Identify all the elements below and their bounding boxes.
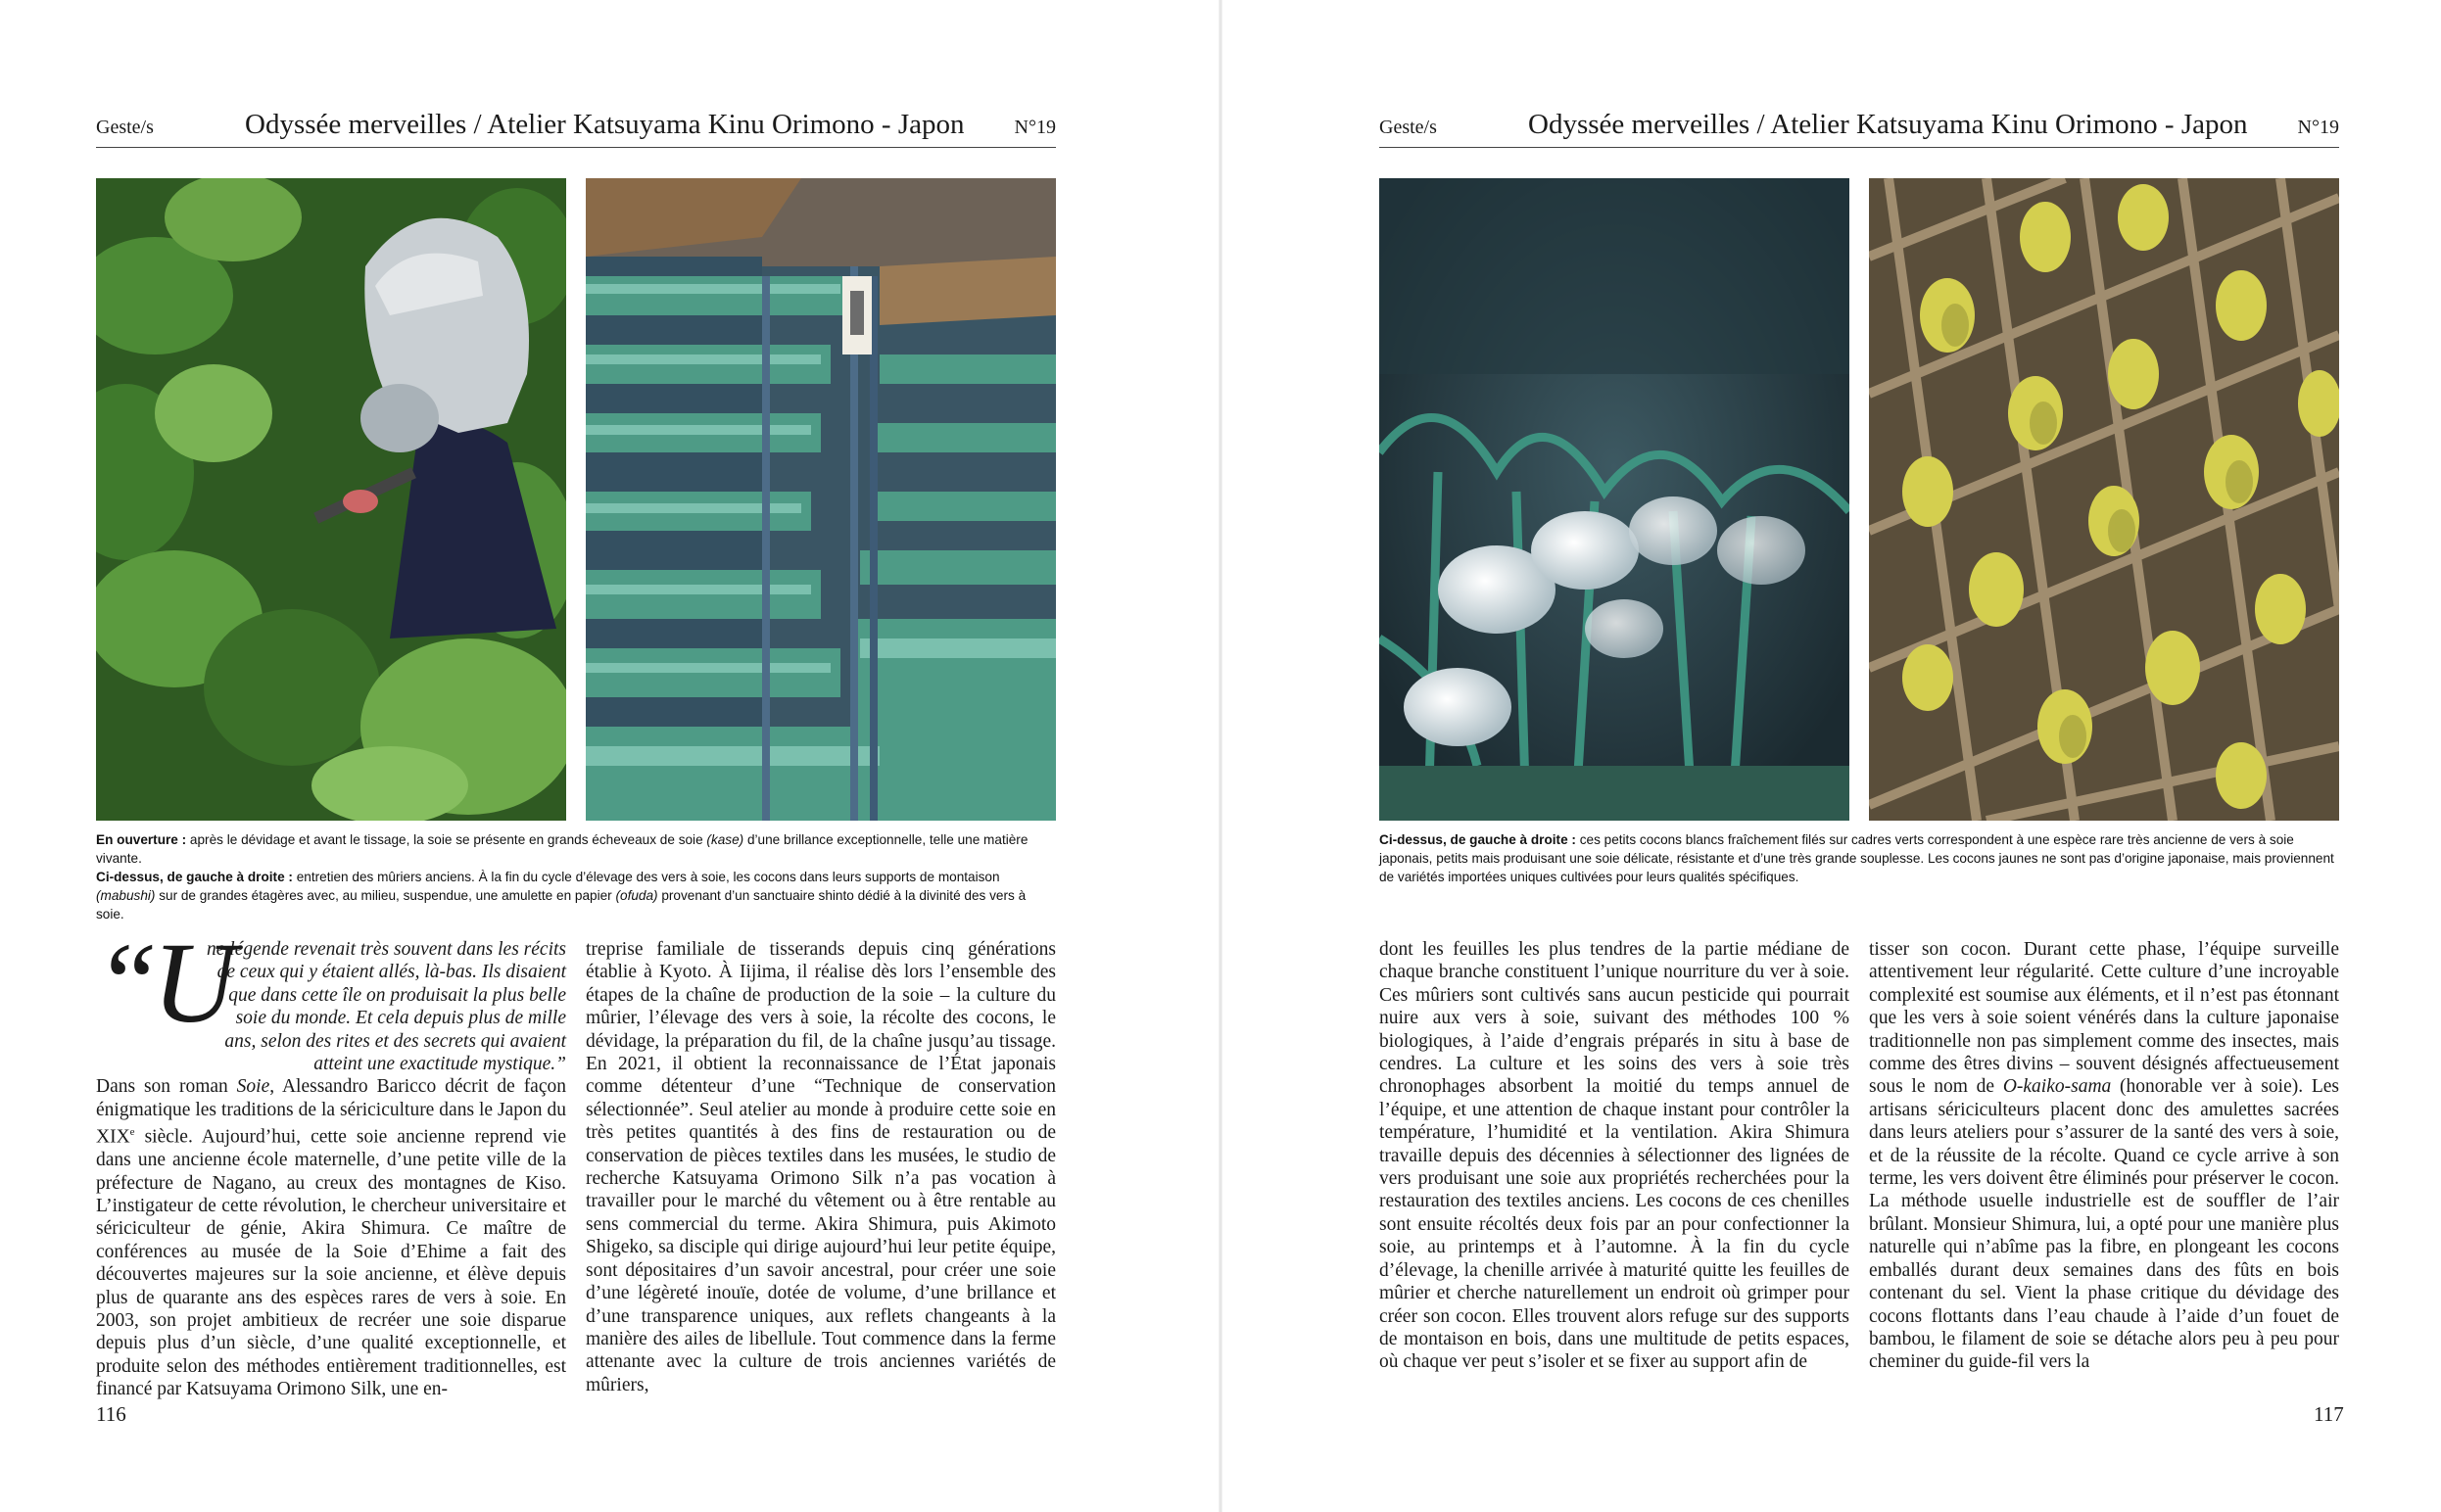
body-column-1 <box>94 919 566 1401</box>
issue-number: N°19 <box>2297 117 2339 138</box>
caption-term: (ofuda) <box>615 888 658 903</box>
issue-number: N°19 <box>1014 117 1056 138</box>
body-paragraph: tisser son cocon. Durant cette phase, l’équipe surveille attentivement leur régularité. Cette culture d’une incroyable complexité est soumise aux éléments, et il n’est pas étonnant que les vers à soie soient vénérés dans la culture japonaise traditionnelle non pas simplement comme des insectes, mais comme des êtres divins – souvent désignés affectueusement sous le nom de O-kaiko-sama (honorable ver à soie). Les artisans sériciculteurs placent donc des amulettes sacrées dans leurs ateliers pour s’assurer de la santé des vers à soie, et de la réussite de la récolte. Quand ce cycle arrive à son terme, les vers doivent être éliminés pour préserver le cocon. La méthode usuelle industrielle est de souffler de l’air brûlant. Monsieur Shimura, lui, a opté pour une manière plus naturelle qui n’abîme pas la fibre, en plongeant les cocons emballés durant deux semaines dans des fûts en bois contenant du sel. Vient la phase critique du dévidage des cocons flottants dans l’eau chaude à l’aide d’un fouet de bambou, le filament de soie se détache alors peu à peu pour cheminer du guide-fil vers la <box>1869 939 2339 1373</box>
caption-text: provenant d’un sanctuaire shinto dédié à la divinité des vers à soie. <box>96 888 1027 921</box>
body-paragraph: Dans son roman Soie, Alessandro Baricco décrit de façon énigmatique les traditions de la sériciculture dans le Japon du XIXe siècle. Aujourd’hui, cette soie ancienne reprend vie dans une ancienne école maternelle, d’une petite ville de la préfecture de Nagano, au creux des montagnes de Kiso. L’instigateur de cette révolution, le chercheur universitaire et sériciculteur de génie, Akira Shimura. Ce maître de conférences au musée de la Soie d’Ehime a fait des découvertes majeures sur la soie ancienne, et élève depuis plus de quarante ans des espèces rares de vers à soie. En 2003, son projet ambitieux de recréer une soie disparue depuis plus d’un siècle, d’une qualité exceptionnelle, et produite selon des méthodes entièrement traditionnelles, est financé par Katsuyama Orimono Silk, une en- <box>96 1076 566 1400</box>
caption-text: après le dévidage et avant le tissage, la soie se présente en grands écheveaux de soie <box>186 832 707 847</box>
body-column-2 <box>1869 938 2339 1374</box>
shelves-photo <box>586 178 1056 821</box>
caption-text: ces petits cocons blancs fraîchement filés sur cadres verts correspondent à une espèce rare très ancienne de vers à soie japonais, petits mais produisant une soie délicate, résistante et d’une très grande souplesse. Les cocons jaunes ne sont pas d’origine japonaise, mais proviennent de variétés importées uniques cultivées pour leurs qualités spécifiques. <box>1379 832 2334 884</box>
left-page <box>0 0 1220 1512</box>
page-number: 117 <box>2314 1402 2344 1426</box>
photo-caption <box>1379 830 2339 886</box>
photo-caption <box>96 830 1056 923</box>
yellow-cocoons-photo <box>1869 178 2339 821</box>
section-name: Geste/s <box>96 117 154 138</box>
caption-label: En ouverture : <box>96 832 187 847</box>
section-name: Geste/s <box>1379 117 1437 138</box>
caption-text: sur de grandes étagères avec, au milieu, suspendue, une amulette en papier <box>155 888 616 903</box>
body-column-1 <box>1379 938 1849 1374</box>
running-head <box>1379 106 2339 148</box>
white-cocoons-photo <box>1379 178 1849 821</box>
caption-text: d’une brillance exceptionnelle, telle une matière vivante. <box>96 832 1029 866</box>
body-paragraph: dont les feuilles les plus tendres de la partie médiane de chaque branche constituent l’unique nourriture du ver à soie. Ces mûriers sont cultivés sans aucun pesticide qui pourrait nuire aux vers à soie, suivant des méthodes 100 % biologiques, à l’aide d’engrais préparés in situ à base de cendres. La culture et les soins des vers à soie très chronophages absorbent la moitié du temps annuel de l’équipe, et une attention de chaque instant pour contrôler la température, l’humidité et la ventilation. Akira Shimura travaille depuis des décennies à sélectionner des lignées de vers produisant une soie aux propriétés recherchées pour la restauration des textiles anciens. Les cocons de ces chenilles sont ensuite récoltés deux fois par an pour confectionner la soie, au printemps et à l’automne. À la fin du cycle d’élevage, la chenille arrivée à maturité quitte les feuilles de mûrier et cherche naturellement un endroit où grimper pour créer son cocon. Elles trouvent alors refuge sur des supports de montaison en bois, dans une multitude de petits espaces, où chaque ver peut s’isoler et se fixer au support afin de <box>1379 939 1849 1373</box>
caption-term: (mabushi) <box>96 888 156 903</box>
caption-term: (kase) <box>706 832 744 847</box>
spread-gutter <box>1219 0 1222 1512</box>
drop-cap-quote: “U <box>94 919 230 1047</box>
quote-text: ne légende revenait très souvent dans les récits de ceux qui y étaient allés, là-bas. Ils disaient que dans cette île on produisait la plus belle soie du monde. Et cela depuis plus de mille ans, selon des rites et des secrets qui avaient atteint une exactitude mystique.” <box>207 939 566 1075</box>
body-column-2 <box>586 938 1056 1396</box>
right-page <box>1220 0 2441 1512</box>
caption-text: entretien des mûriers anciens. À la fin du cycle d’élevage des vers à soie, les cocons dans leurs supports de montaison <box>292 870 1000 884</box>
caption-label: Ci-dessus, de gauche à droite : <box>1379 832 1576 847</box>
article-title: Odyssée merveilles / Atelier Katsuyama Kinu Orimono - Japon <box>1528 109 2248 140</box>
body-paragraph: treprise familiale de tisserands depuis cinq générations établie à Kyoto. À Iijima, il réalise dès lors l’ensemble des étapes de la chaîne de production de la soie – la culture du mûrier, l’élevage des vers à soie, la récolte des cocons, le dévidage, la préparation du fil, de la chaîne jusqu’au tissage. En 2021, il obtient la reconnaissance de l’État japonais comme détenteur d’une “Technique de conservation sélectionnée”. Seul atelier au monde à produire cette soie en très petites quantités à des fins de restauration ou de conservation de pièces textiles dans les musées, le studio de recherche Katsuyama Orimono Silk n’a pas vocation à travailler pour le marché du vêtement ou à être rentable au sens commercial du terme. Akira Shimura, puis Akimoto Shigeko, sa disciple qui dirige aujourd’hui leur petite équipe, sont dépositaires d’un savoir ancestral, pour créer une soie d’une légèreté inouïe, dotée de volume, d’une brillance et d’une transparence uniques, aux reflets changeants à la manière des ailes de libellule. Tout commence dans la ferme attenante avec la culture de trois anciennes variétés de mûriers, <box>586 939 1056 1395</box>
pull-quote <box>94 919 566 1075</box>
page-number: 116 <box>96 1402 126 1426</box>
article-title: Odyssée merveilles / Atelier Katsuyama Kinu Orimono - Japon <box>245 109 965 140</box>
caption-label: Ci-dessus, de gauche à droite : <box>96 870 293 884</box>
worker-mulberry-photo <box>96 178 566 821</box>
running-head <box>96 106 1056 148</box>
